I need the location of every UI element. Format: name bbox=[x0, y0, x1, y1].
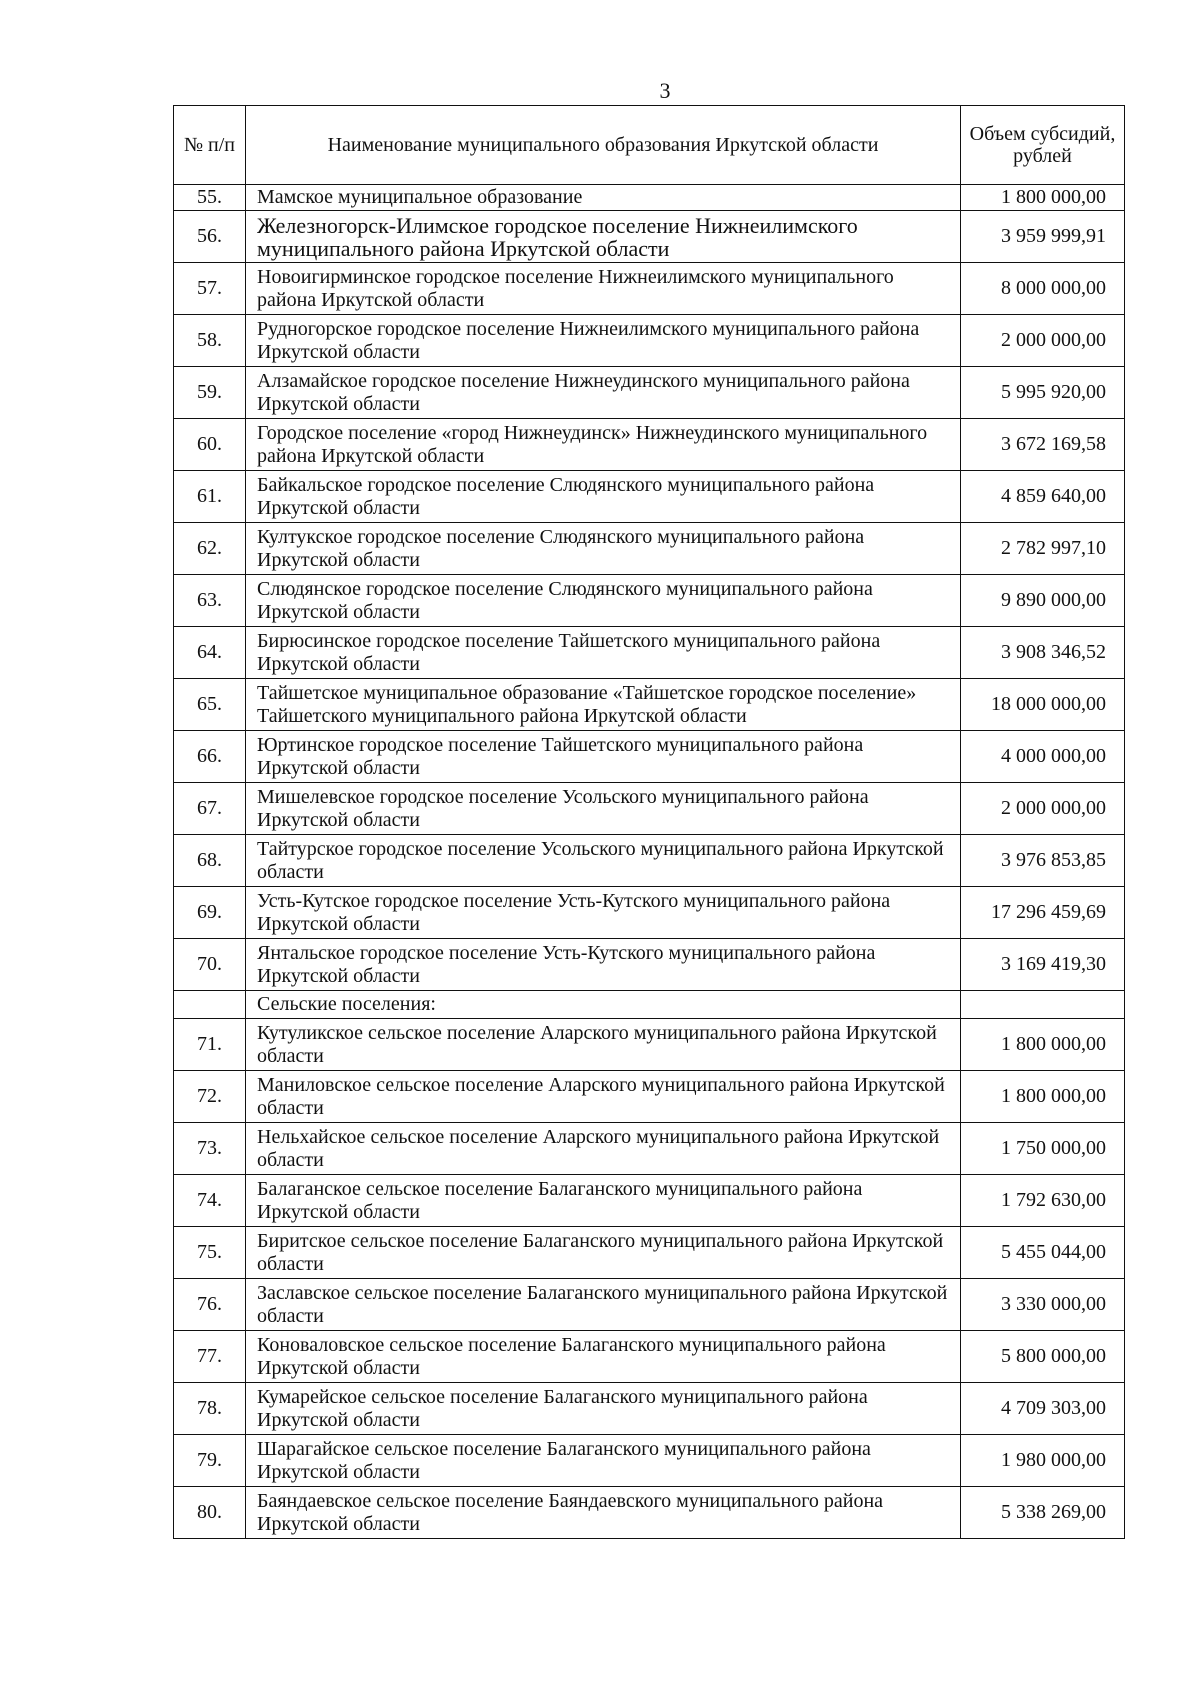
row-amount: 9 890 000,00 bbox=[961, 575, 1125, 627]
row-name: Усть-Кутское городское поселение Усть-Кутского муниципального района Иркутской области bbox=[246, 887, 961, 939]
row-amount: 17 296 459,69 bbox=[961, 887, 1125, 939]
rural-rows bbox=[174, 1019, 1125, 1539]
row-number: 72. bbox=[174, 1071, 246, 1123]
row-name: Биритское сельское поселение Балаганского муниципального района Иркутской области bbox=[246, 1227, 961, 1279]
table-row bbox=[174, 1123, 1125, 1175]
table-row bbox=[174, 575, 1125, 627]
row-number: 68. bbox=[174, 835, 246, 887]
row-number: 55. bbox=[174, 185, 246, 211]
row-name: Мишелевское городское поселение Усольского муниципального района Иркутской области bbox=[246, 783, 961, 835]
table-row bbox=[174, 367, 1125, 419]
section-row bbox=[174, 991, 1125, 1019]
row-amount: 1 750 000,00 bbox=[961, 1123, 1125, 1175]
row-name: Нельхайское сельское поселение Аларского муниципального района Иркутской области bbox=[246, 1123, 961, 1175]
row-number: 63. bbox=[174, 575, 246, 627]
page-number: 3 bbox=[659, 78, 671, 103]
row-amount: 18 000 000,00 bbox=[961, 679, 1125, 731]
row-amount: 5 338 269,00 bbox=[961, 1487, 1125, 1539]
row-number: 64. bbox=[174, 627, 246, 679]
row-number: 71. bbox=[174, 1019, 246, 1071]
table-row bbox=[174, 835, 1125, 887]
row-name: Железногорск-Илимское городское поселение Нижнеилимского муниципального района Иркутской области bbox=[246, 211, 961, 263]
row-name: Тайшетское муниципальное образование «Тайшетское городское поселение» Тайшетского муниципального района Иркутской области bbox=[246, 679, 961, 731]
section-number-cell bbox=[174, 991, 246, 1019]
row-name: Кумарейское сельское поселение Балаганского муниципального района Иркутской области bbox=[246, 1383, 961, 1435]
row-amount: 1 800 000,00 bbox=[961, 1019, 1125, 1071]
row-number: 79. bbox=[174, 1435, 246, 1487]
row-name: Новоигирминское городское поселение Нижнеилимского муниципального района Иркутской области bbox=[246, 263, 961, 315]
row-amount: 4 859 640,00 bbox=[961, 471, 1125, 523]
section-label: Сельские поселения: bbox=[246, 991, 961, 1019]
row-amount: 5 995 920,00 bbox=[961, 367, 1125, 419]
table-row bbox=[174, 211, 1125, 263]
row-amount: 3 959 999,91 bbox=[961, 211, 1125, 263]
table-row bbox=[174, 1227, 1125, 1279]
row-name: Городское поселение «город Нижнеудинск» Нижнеудинского муниципального района Иркутской области bbox=[246, 419, 961, 471]
row-number: 78. bbox=[174, 1383, 246, 1435]
row-name: Рудногорское городское поселение Нижнеилимского муниципального района Иркутской области bbox=[246, 315, 961, 367]
section-block bbox=[174, 991, 1125, 1019]
row-amount: 5 455 044,00 bbox=[961, 1227, 1125, 1279]
row-name: Бирюсинское городское поселение Тайшетского муниципального района Иркутской области bbox=[246, 627, 961, 679]
row-amount: 3 330 000,00 bbox=[961, 1279, 1125, 1331]
row-number: 66. bbox=[174, 731, 246, 783]
row-amount: 5 800 000,00 bbox=[961, 1331, 1125, 1383]
row-number: 65. bbox=[174, 679, 246, 731]
row-name: Юртинское городское поселение Тайшетского муниципального района Иркутской области bbox=[246, 731, 961, 783]
table-row bbox=[174, 1071, 1125, 1123]
header-amount: Объем субсидий, рублей bbox=[961, 106, 1125, 185]
row-amount: 2 000 000,00 bbox=[961, 783, 1125, 835]
row-number: 57. bbox=[174, 263, 246, 315]
row-number: 61. bbox=[174, 471, 246, 523]
section-amount-cell bbox=[961, 991, 1125, 1019]
table-row bbox=[174, 627, 1125, 679]
table-row bbox=[174, 263, 1125, 315]
row-number: 74. bbox=[174, 1175, 246, 1227]
row-amount: 4 000 000,00 bbox=[961, 731, 1125, 783]
table-row bbox=[174, 1331, 1125, 1383]
row-name: Заславское сельское поселение Балаганского муниципального района Иркутской области bbox=[246, 1279, 961, 1331]
table-row bbox=[174, 1019, 1125, 1071]
table-row bbox=[174, 1487, 1125, 1539]
row-amount: 3 169 419,30 bbox=[961, 939, 1125, 991]
row-amount: 8 000 000,00 bbox=[961, 263, 1125, 315]
header-number: № п/п bbox=[174, 106, 246, 185]
table-row bbox=[174, 783, 1125, 835]
row-name: Янтальское городское поселение Усть-Кутского муниципального района Иркутской области bbox=[246, 939, 961, 991]
row-name: Алзамайское городское поселение Нижнеудинского муниципального района Иркутской области bbox=[246, 367, 961, 419]
row-number: 59. bbox=[174, 367, 246, 419]
table-row bbox=[174, 315, 1125, 367]
row-name: Коноваловское сельское поселение Балаганского муниципального района Иркутской области bbox=[246, 1331, 961, 1383]
table-row bbox=[174, 1435, 1125, 1487]
row-name: Маниловское сельское поселение Аларского муниципального района Иркутской области bbox=[246, 1071, 961, 1123]
header-name: Наименование муниципального образования Иркутской области bbox=[246, 106, 961, 185]
row-number: 60. bbox=[174, 419, 246, 471]
table-row bbox=[174, 887, 1125, 939]
table-row bbox=[174, 1175, 1125, 1227]
row-name: Мамское муниципальное образование bbox=[246, 185, 961, 211]
table-row bbox=[174, 523, 1125, 575]
subsidy-table bbox=[173, 105, 1125, 1539]
row-name: Баяндаевское сельское поселение Баяндаевского муниципального района Иркутской области bbox=[246, 1487, 961, 1539]
table-row bbox=[174, 185, 1125, 211]
row-name: Култукское городское поселение Слюдянского муниципального района Иркутской области bbox=[246, 523, 961, 575]
row-amount: 4 709 303,00 bbox=[961, 1383, 1125, 1435]
row-number: 67. bbox=[174, 783, 246, 835]
row-amount: 2 000 000,00 bbox=[961, 315, 1125, 367]
row-name: Слюдянское городское поселение Слюдянского муниципального района Иркутской области bbox=[246, 575, 961, 627]
row-name: Шарагайское сельское поселение Балаганского муниципального района Иркутской области bbox=[246, 1435, 961, 1487]
row-number: 58. bbox=[174, 315, 246, 367]
row-amount: 1 800 000,00 bbox=[961, 185, 1125, 211]
table-row bbox=[174, 1383, 1125, 1435]
row-name: Тайтурское городское поселение Усольского муниципального района Иркутской области bbox=[246, 835, 961, 887]
row-amount: 3 976 853,85 bbox=[961, 835, 1125, 887]
table-row bbox=[174, 939, 1125, 991]
row-amount: 3 908 346,52 bbox=[961, 627, 1125, 679]
row-number: 73. bbox=[174, 1123, 246, 1175]
table-row bbox=[174, 471, 1125, 523]
row-name: Байкальское городское поселение Слюдянского муниципального района Иркутской области bbox=[246, 471, 961, 523]
row-amount: 1 980 000,00 bbox=[961, 1435, 1125, 1487]
row-number: 75. bbox=[174, 1227, 246, 1279]
row-number: 62. bbox=[174, 523, 246, 575]
row-name: Балаганское сельское поселение Балаганского муниципального района Иркутской области bbox=[246, 1175, 961, 1227]
row-amount: 1 792 630,00 bbox=[961, 1175, 1125, 1227]
row-number: 70. bbox=[174, 939, 246, 991]
table-row bbox=[174, 731, 1125, 783]
row-name: Кутуликское сельское поселение Аларского муниципального района Иркутской области bbox=[246, 1019, 961, 1071]
table-row bbox=[174, 679, 1125, 731]
row-number: 77. bbox=[174, 1331, 246, 1383]
urban-rows bbox=[174, 185, 1125, 991]
row-number: 56. bbox=[174, 211, 246, 263]
row-amount: 2 782 997,10 bbox=[961, 523, 1125, 575]
row-number: 80. bbox=[174, 1487, 246, 1539]
row-number: 76. bbox=[174, 1279, 246, 1331]
row-number: 69. bbox=[174, 887, 246, 939]
table-row bbox=[174, 419, 1125, 471]
table-header-row bbox=[174, 106, 1125, 185]
row-amount: 3 672 169,58 bbox=[961, 419, 1125, 471]
row-amount: 1 800 000,00 bbox=[961, 1071, 1125, 1123]
table-row bbox=[174, 1279, 1125, 1331]
